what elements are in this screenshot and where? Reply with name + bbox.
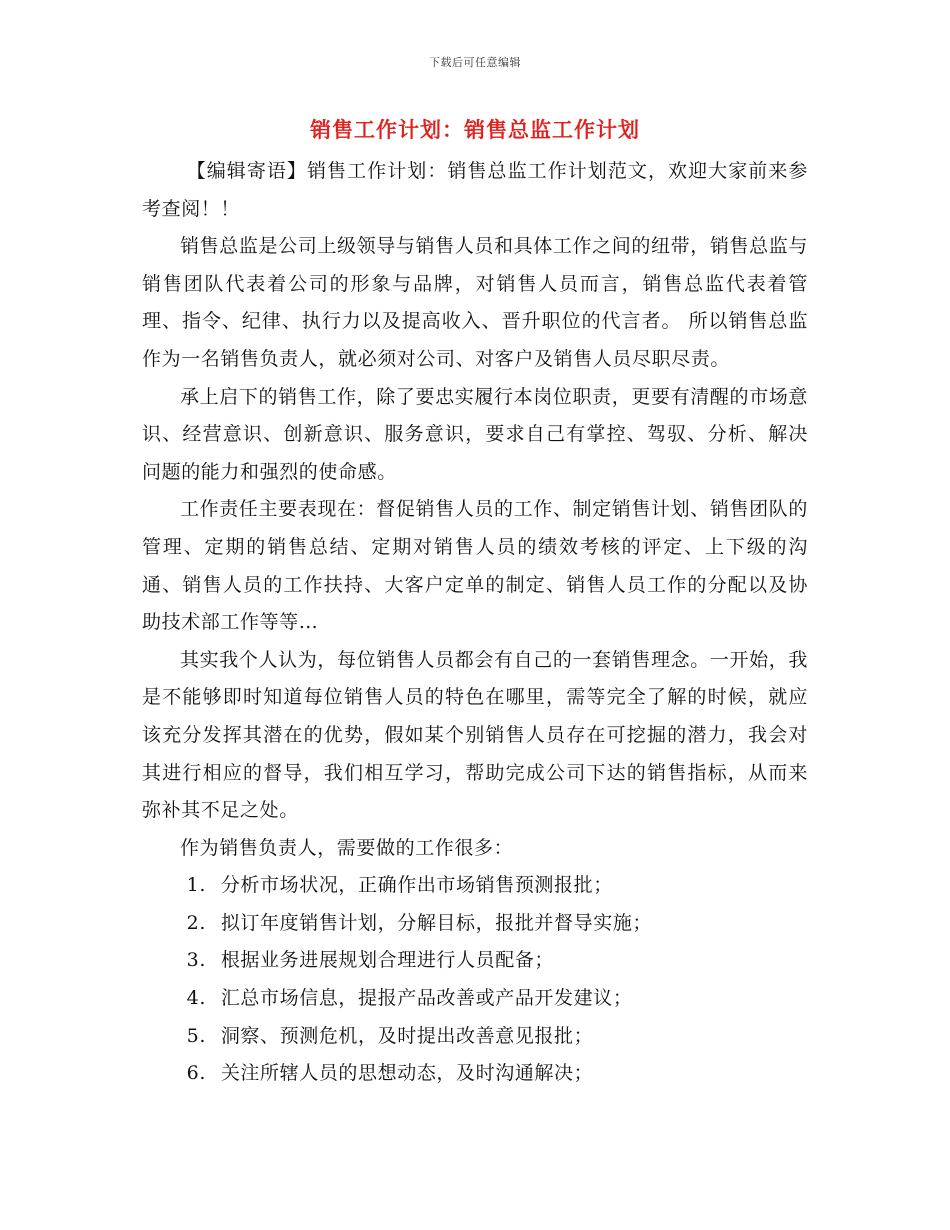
list-item [142,1055,808,1093]
list-item [142,1018,808,1056]
list-item-text: 关注所辖人员的思想动态，及时沟通解决； [220,1062,594,1085]
body-paragraph: 承上启下的销售工作，除了要忠实履行本岗位职责，更要有清醒的市场意识、经营意识、创新意识、服务意识，要求自己有掌控、驾驭、分析、解决问题的能力和强烈的使命感。 [142,385,808,483]
list-item-text: 根据业务进展规划合理进行人员配备； [220,949,555,972]
list-item [142,942,808,980]
list-item-number: 2. [186,911,206,934]
list-intro-paragraph: 作为销售负责人，需要做的工作很多： [180,836,514,859]
body-paragraph: 其实我个人认为，每位销售人员都会有自己的一套销售理念。一开始，我是不能够即时知道每位销售人员的特色在哪里，需等完全了解的时候，就应该充分发挥其潜在的优势，假如某个别销售人员存在可挖掘的潜力，我会对其进行相应的督导，我们相互学习，帮助完成公司下达的销售指标，从而来弥补其不足之处。 [142,648,808,822]
header-note: 下载后可任意编辑 [429,56,521,69]
list-item-text: 汇总市场信息，提报产品改善或产品开发建议； [220,987,633,1010]
list-item-number: 1. [186,874,206,897]
list-item-text: 洞察、预测危机，及时提出改善意见报批； [220,1024,594,1047]
list-item-text: 分析市场状况，正确作出市场销售预测报批； [220,874,613,897]
list-item [142,980,808,1018]
body-paragraph: 销售总监是公司上级领导与销售人员和具体工作之间的纽带，销售总监与销售团队代表着公司的形象与品牌，对销售人员而言，销售总监代表着管理、指令、纪律、执行力以及提高收入、晋升职位的代言者。 所以销售总监作为一名销售负责人，就必须对公司、对客户及销售人员尽职尽责。 [142,235,808,370]
list-item-text: 拟订年度销售计划，分解目标，报批并督导实施； [220,911,653,934]
list-item [142,867,808,905]
document-body [142,153,808,1093]
editor-note-paragraph: 【编辑寄语】销售工作计划：销售总监工作计划范文，欢迎大家前来参考查阅！！ [142,160,808,220]
list-item [142,905,808,943]
list-item-number: 6. [186,1062,206,1085]
duties-list [142,867,808,1093]
document-title: 销售工作计划：销售总监工作计划 [310,117,640,142]
list-item-number: 3. [186,949,206,972]
body-paragraph: 工作责任主要表现在：督促销售人员的工作、制定销售计划、销售团队的管理、定期的销售总结、定期对销售人员的绩效考核的评定、上下级的沟通、销售人员的工作扶持、大客户定单的制定、销售人员工作的分配以及协助技术部工作等等… [142,498,808,634]
list-item-number: 5. [186,1024,206,1047]
list-item-number: 4. [186,987,206,1010]
